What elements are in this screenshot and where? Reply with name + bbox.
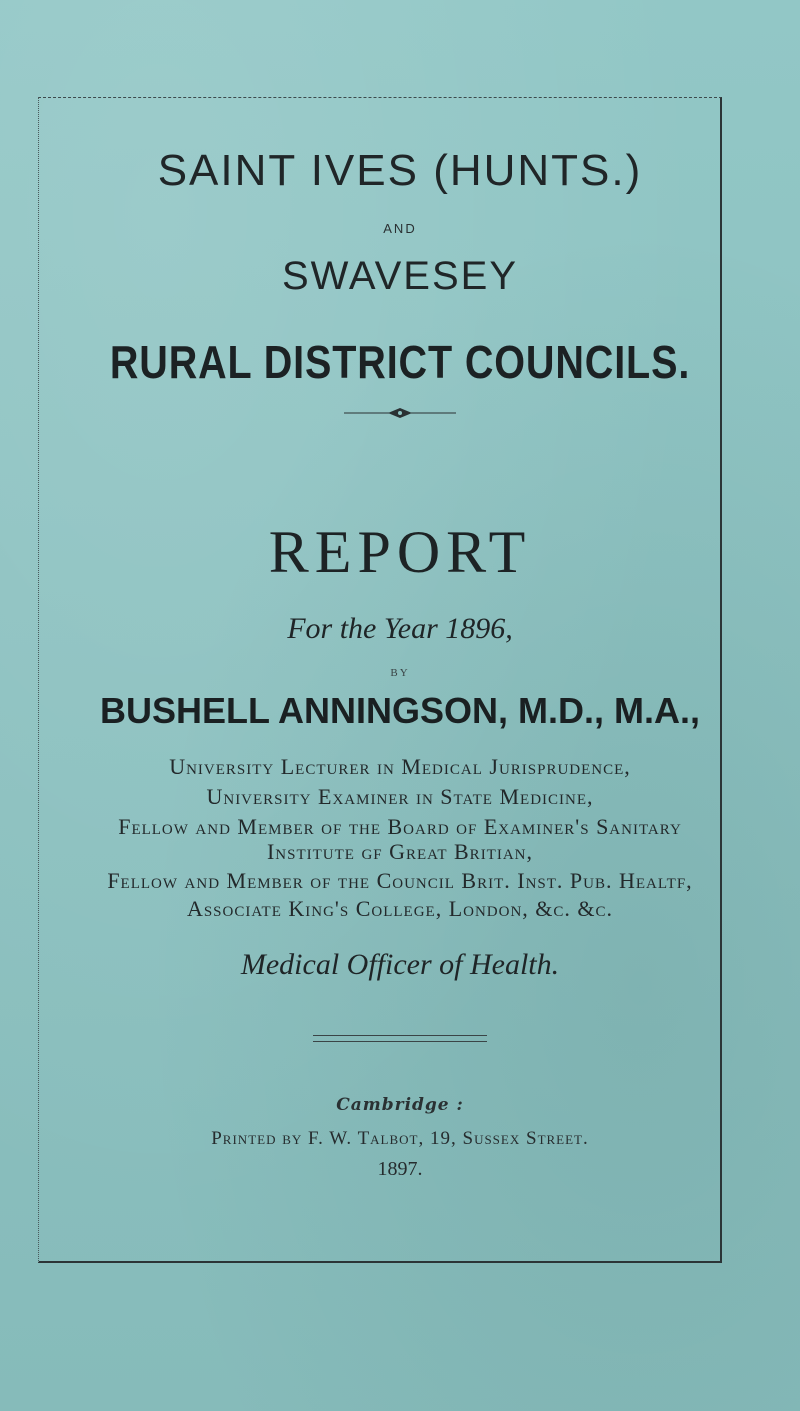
double-rule-divider [313, 1035, 487, 1042]
author-name: BUSHELL ANNINGSON, M.D., M.A., [99, 690, 700, 731]
qualification-line: Institute gf Great Britian, [266, 839, 534, 864]
qualification-line: Associate King's College, London, &c. &c. [186, 896, 614, 921]
qualification-line: University Lecturer in Medical Jurisprudence, [169, 754, 631, 779]
ornament-divider [344, 406, 456, 420]
title-saint-ives: SAINT IVES (HUNTS.) [157, 146, 643, 195]
qualification-line: Fellow and Member of the Council Brit. Inst. Pub. Healtf, [107, 868, 693, 893]
title-and: AND [383, 221, 417, 236]
report-year: For the Year 1896, [287, 612, 513, 645]
imprint-place: Cambridge : [336, 1095, 464, 1115]
imprint-printer: Printed by F. W. Talbot, 19, Sussex Street. [211, 1128, 589, 1149]
qualification-line: Fellow and Member of the Board of Examiner's Sanitary [118, 814, 682, 839]
author-role: Medical Officer of Health. [240, 948, 560, 981]
title-swavesey: SWAVESEY [281, 254, 519, 298]
qualification-line: University Examiner in State Medicine, [206, 784, 594, 809]
by-word: BY [390, 667, 410, 679]
report-heading: REPORT [268, 519, 532, 585]
imprint-year: 1897. [377, 1158, 423, 1180]
title-rural-district-councils: RURAL DISTRICT COUNCILS. [109, 336, 691, 388]
